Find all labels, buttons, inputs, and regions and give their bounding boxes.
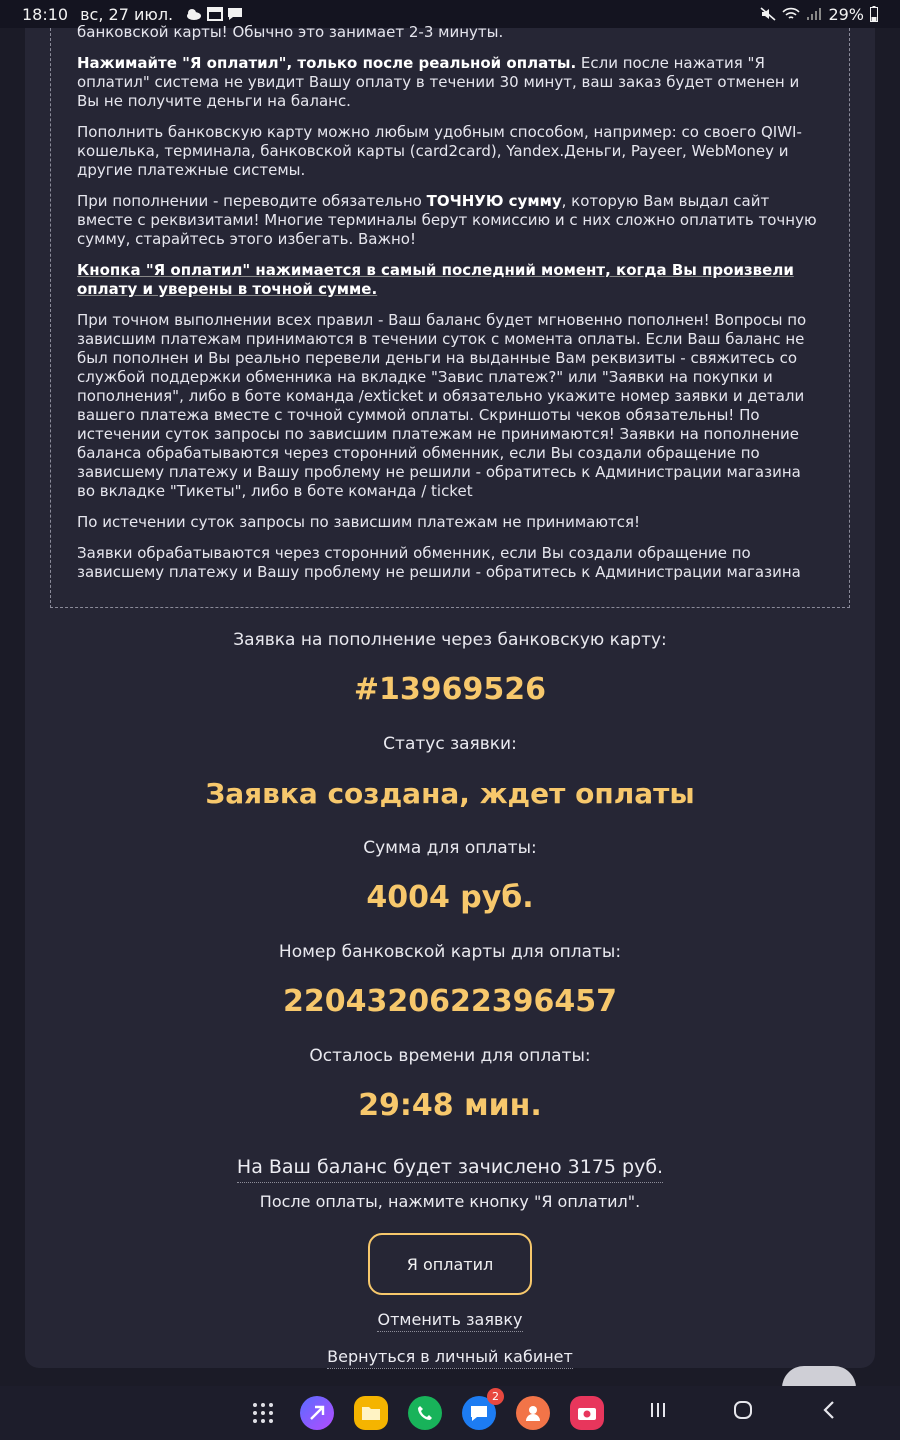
date: вс, 27 июл. (80, 4, 174, 24)
scroll-handle[interactable] (782, 1366, 856, 1388)
back-button[interactable] (820, 1400, 838, 1420)
card-number-label: Номер банковской карты для оплаты: (278, 942, 622, 962)
signal-icon (806, 7, 822, 21)
app-drawer-icon[interactable] (246, 1396, 280, 1430)
home-button[interactable] (733, 1400, 753, 1420)
instruction-paragraph: Заявки обрабатываются через сторонний обменник, если Вы создали обращение по зависшему платежу и Вашу проблему не решили - обратитесь к Администрации магазина (77, 544, 801, 581)
wifi-icon (782, 7, 800, 21)
battery-level: 29% (828, 4, 864, 24)
status-value: Заявка создана, ждет оплаты (205, 777, 695, 810)
credit-amount-text: На Ваш баланс будет зачислено 3175 руб. (237, 1154, 663, 1183)
instruction-paragraph: По истечении суток запросы по зависшим платежам не принимаются! (77, 513, 640, 531)
browser-app-icon[interactable] (300, 1396, 334, 1430)
notification-icons (185, 7, 243, 21)
taskbar-apps (246, 1390, 604, 1430)
contacts-app-icon[interactable] (516, 1396, 550, 1430)
time-left-label: Осталось времени для оплаты: (309, 1046, 591, 1066)
amount-value: 4004 руб. (366, 880, 534, 915)
amount-label: Сумма для оплаты: (363, 838, 537, 858)
after-payment-hint: После оплаты, нажмите кнопку "Я оплатил". (259, 1192, 641, 1211)
instruction-paragraph: банковской карты! Обычно это занимает 2-3 минуты. (77, 23, 504, 41)
instruction-paragraph: При пополнении - переводите обязательно ТОЧНУЮ сумму, которую Вам выдал сайт вместе с реквизитами! Многие терминалы берут комиссию и с них сложно оплатить точную сумму, старайтесь этого избегать. Важно! (77, 192, 817, 248)
calendar-icon (207, 7, 223, 21)
clock: 18:10 (22, 4, 69, 24)
battery-icon (870, 6, 878, 22)
i-paid-button[interactable]: Я оплатил (368, 1233, 532, 1295)
card-number-value: 2204320622396457 (283, 984, 617, 1019)
payment-instructions (50, 23, 850, 608)
order-info (25, 628, 875, 1369)
camera-app-icon[interactable] (570, 1396, 604, 1430)
request-label: Заявка на пополнение через банковскую карту: (233, 630, 667, 650)
weather-icon (185, 7, 203, 21)
instruction-paragraph: Нажимайте "Я оплатил", только после реальной оплаты. Если после нажатия "Я оплатил" система не увидит Вашу оплату в течении 30 минут, ваш заказ будет отменен и Вы не получите деньги на баланс. (77, 54, 800, 110)
messages-app-icon[interactable] (462, 1390, 499, 1430)
instruction-paragraph: Кнопка "Я оплатил" нажимается в самый последний момент, когда Вы произвели оплату и уверены в точной сумме. (77, 261, 794, 298)
navigation-bar (0, 1386, 900, 1440)
mute-icon (760, 7, 776, 21)
phone-app-icon[interactable] (408, 1396, 442, 1430)
notification-badge: 2 (487, 1388, 504, 1405)
chat-icon (227, 7, 243, 21)
back-to-account-link[interactable]: Вернуться в личный кабинет (327, 1346, 573, 1369)
time-left-value: 29:48 мин. (358, 1088, 542, 1123)
cancel-request-link[interactable]: Отменить заявку (377, 1309, 522, 1332)
request-number: #13969526 (353, 672, 547, 707)
instruction-paragraph: Пополнить банковскую карту можно любым удобным способом, например: со своего QIWI-кошелька, терминала, банковской карты (card2card), Yandex.Деньги, Payeer, WebMoney и другие платежные системы. (77, 123, 802, 179)
status-label: Статус заявки: (383, 734, 517, 754)
files-app-icon[interactable] (354, 1396, 388, 1430)
recent-apps-button[interactable] (648, 1400, 668, 1420)
instruction-paragraph: При точном выполнении всех правил - Ваш баланс будет мгновенно пополнен! Вопросы по зависшим платежам принимаются в течении суток с момента оплаты. Если Ваш баланс не был пополнен и Вы реально перевели деньги на выданные Вам реквизиты - свяжитесь со службой поддержки обменника на вкладке "Завис платеж?" или "Заявки на покупки и пополнения", либо в боте команда /exticket и обязательно укажите номер заявки и детали вашего платежа вместе с точной суммой оплаты. Скриншоты чеков обязательны! По истечении суток запросы по зависшим платежам не принимаются! Заявки на пополнение баланса обрабатываются через сторонний обменник, если Вы создали обращение по зависшему платежу и Вашу проблему не решили - обратитесь к Администрации магазина во вкладке "Тикеты", либо в боте команда / ticket (77, 311, 807, 500)
